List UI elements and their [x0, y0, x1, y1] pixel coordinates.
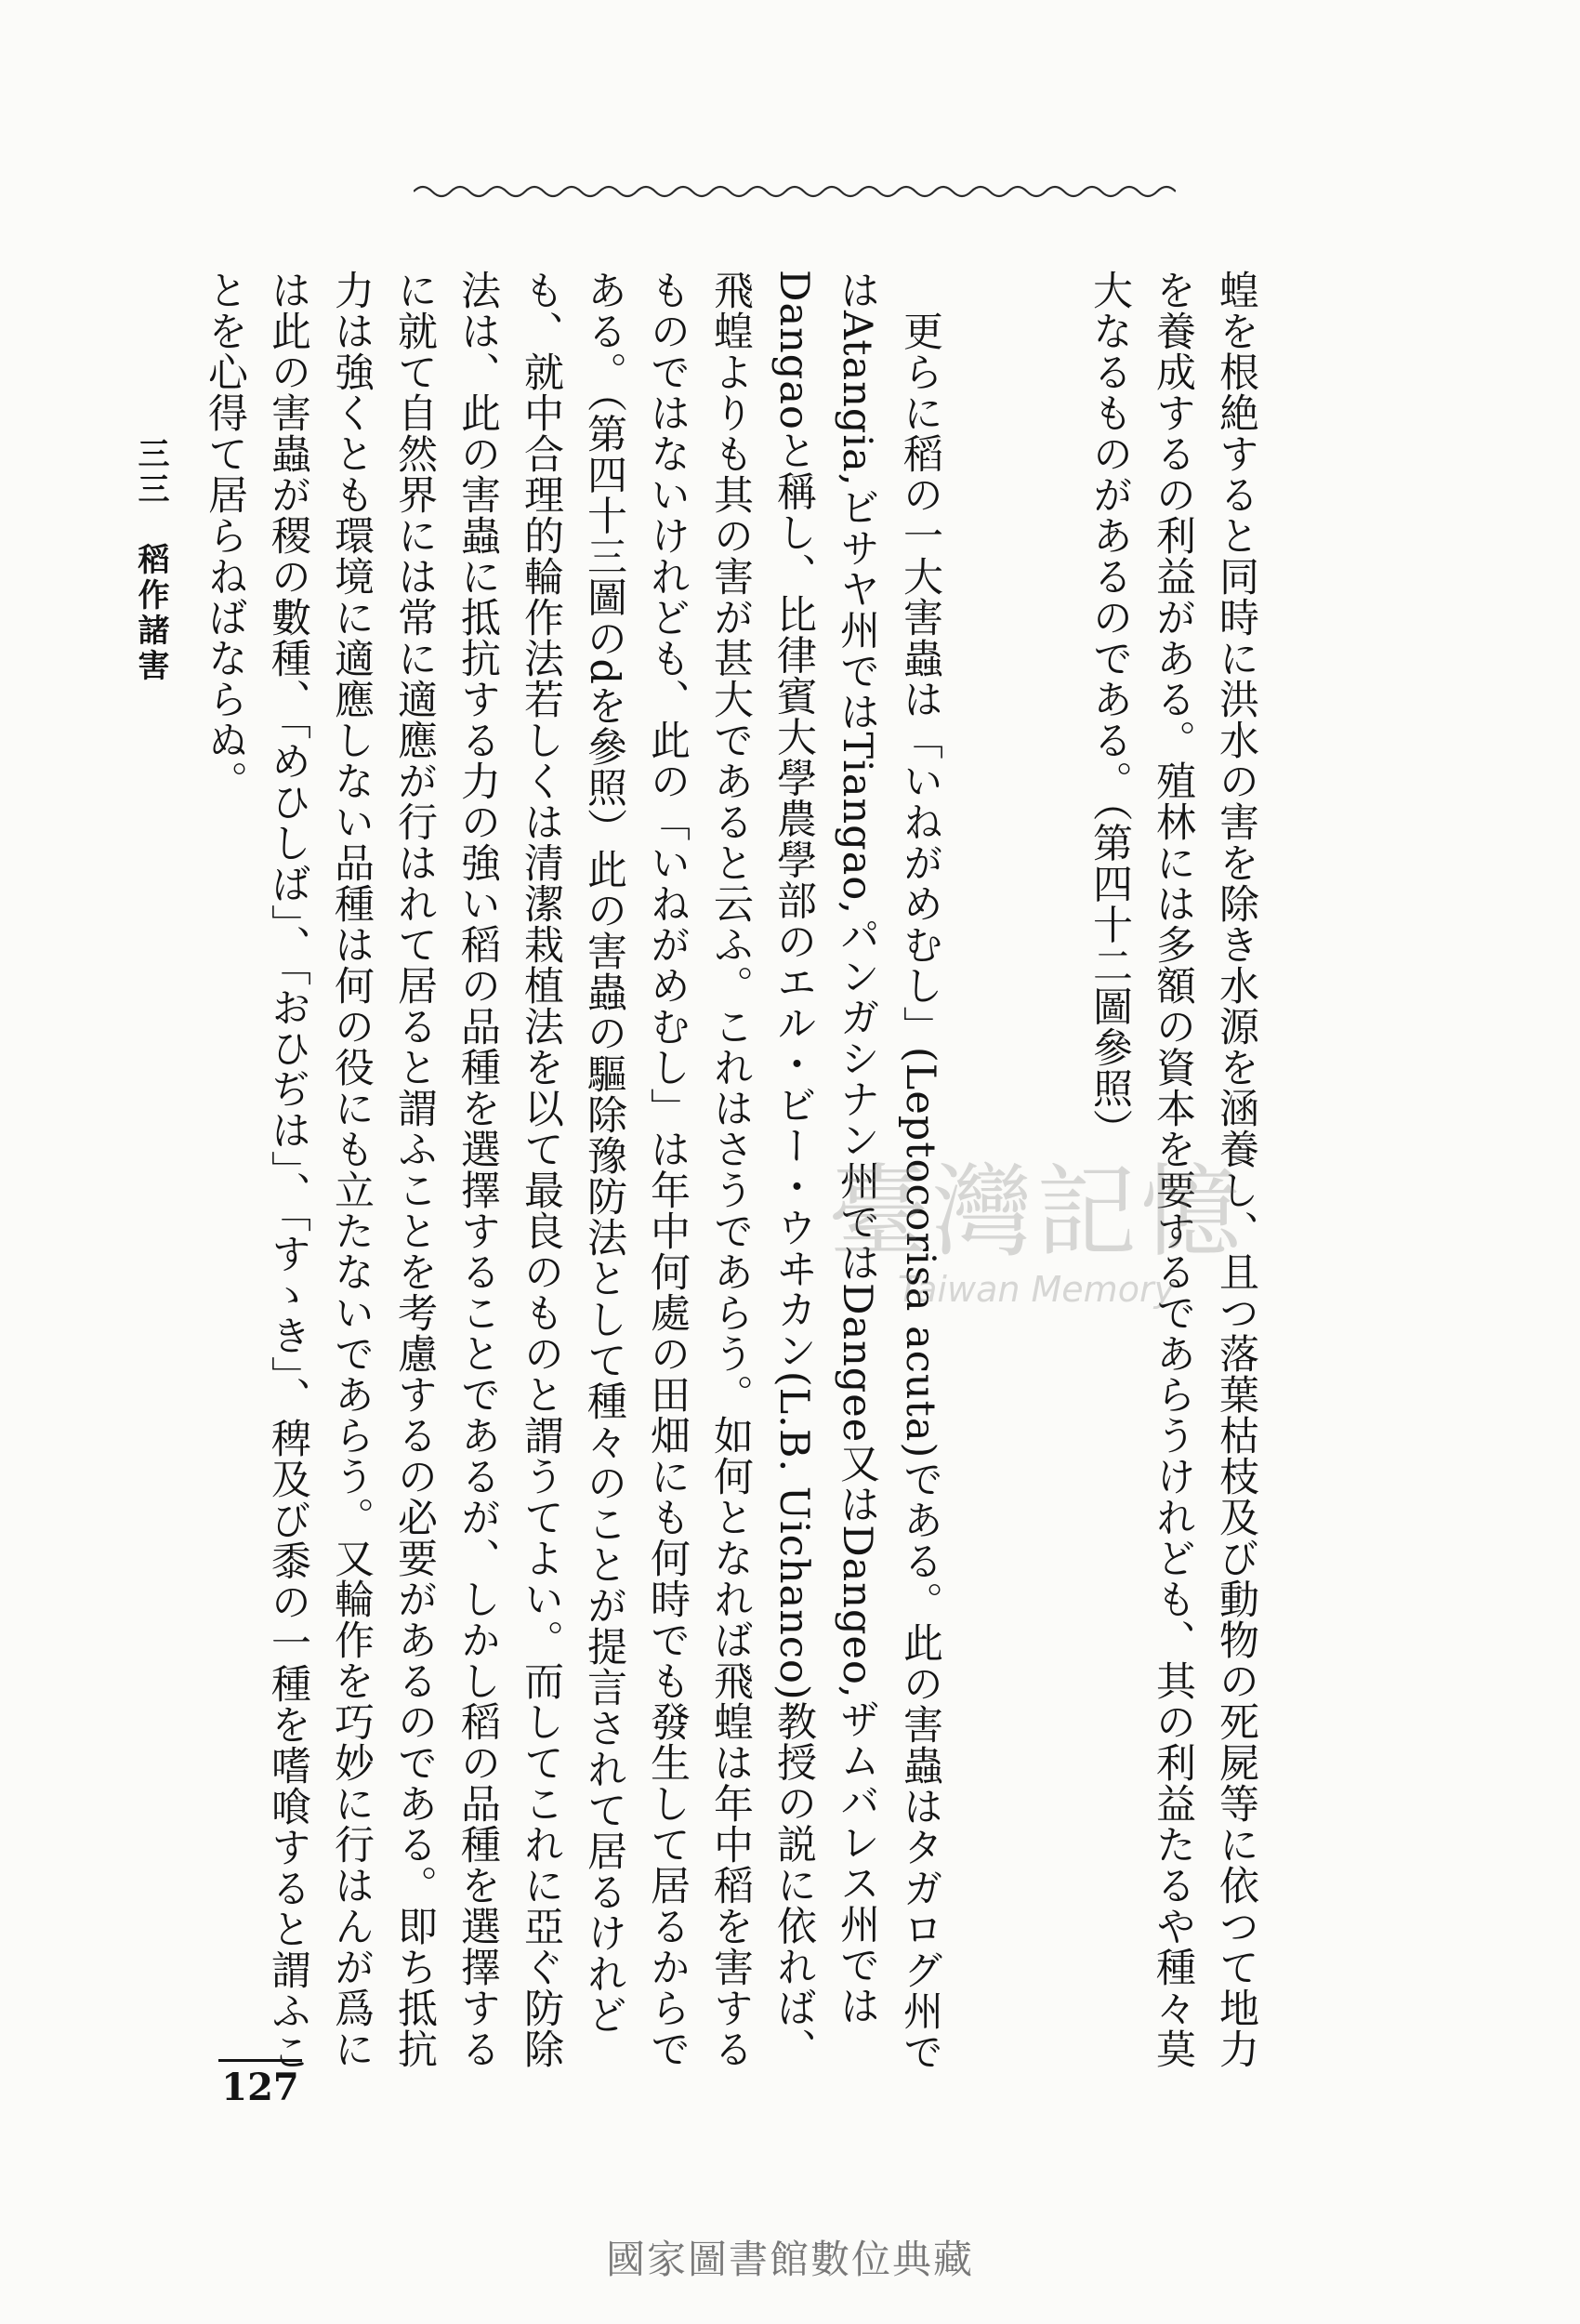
top-wavy-rule [414, 178, 1176, 203]
paragraph-continuation: 蝗を根絶すると同時に洪水の害を除き水源を涵養し、且つ落葉枯枝及び動物の死屍等に依つて地力を養成するの利益がある。殖林には多額の資本を要するであらうけれども、其の利益たるや種々莫大なるものがあるのである。（第四十二圖參照） [1086, 270, 1259, 2069]
paragraph-rice-bug: 更らに稻の一大害蟲は「いねがめむし」(Leptocorisa acuta)である。此の害蟲はタガログ州ではAtangia,ビサヤ州ではTiangao,パンガシナン州ではDangee又はDangeo,ザムバレス州ではDangaoと稱し、比律賓大學農學部のエル・ビー・ウヰカン(L.B. Uichanco)教授の説に依れば、飛蝗よりも其の害が甚大であると云ふ。これはさうであらう。如何となれば飛蝗は年中稻を害するものではないけれども、此の「いねがめむし」は年中何處の田畑にも何時でも發生して居るからである。（第四十三圖のdを參照）此の害蟲の驅除豫防法として種々のことが提言されて居るけれども、就中合理的輪作法若しくは清潔栽植法を以て最良のものと謂うてよい。而してこれに亞ぐ防除法は、此の害蟲に抵抗する力の強い稻の品種を選擇することであるが、しかし稻の品種を選擇するに就て自然界には常に適應が行はれて居ると謂ふことを考慮するの必要があるのである。即ち抵抗力は強くとも環境に適應しない品種は何の役にも立たないであらう。又輪作を巧妙に行はんが爲には此の害蟲が稷の數種、「めひしば」、「おひぢは」、「すゝき」、稗及び黍の一種を嗜喰すると謂ふことを心得て居らねばならぬ。 [202, 270, 943, 2073]
running-head: 三三 稻作諸害 [132, 437, 169, 684]
watermark-english: Taiwan Memory [897, 1269, 1176, 1310]
watermark-chinese: 臺灣記憶 [827, 1155, 1244, 1271]
main-text-column [67, 270, 1394, 2092]
footer-credit: 國家圖書館數位典藏 [605, 2237, 974, 2282]
page-number: 127 [218, 2059, 302, 2109]
